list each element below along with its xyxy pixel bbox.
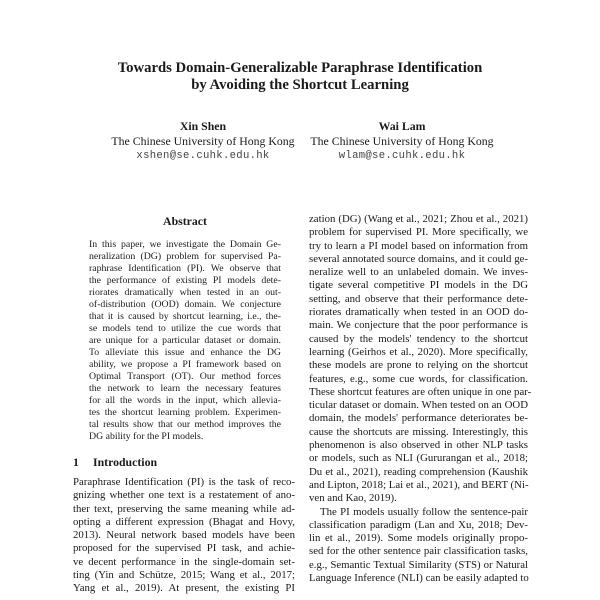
text-line: ting (Yin and Schütze, 2015; Wang et al., 2017; [73,569,295,582]
introduction-right-column [309,213,532,585]
text-line: gnizing whether one text is a restatement of ano- [73,489,295,502]
text-line: ven and Kao, 2019). [309,492,397,505]
text-line: riorates dramatically when tested in an out- [89,287,281,298]
text-line: e.g., Semantic Textual Similarity (STS) or Natural [309,558,528,571]
text-line: zation (DG) (Wang et al., 2021; Zhou et al., 2021) [309,213,528,225]
text-line: problem for supervised PI. More specifically, we [309,226,528,239]
text-line: try to learn a PI model based on information from [309,239,528,252]
text-line: In this paper, we investigate the Domain Ge- [89,239,281,250]
abstract-body [89,239,281,443]
paragraph [309,213,532,506]
text-line: several annotated source domains, and it could ge- [309,252,528,265]
text-line: tigate several competitive PI models in the DG [309,279,528,292]
text-line: tal results show that our method improves the [89,419,281,430]
text-line: DG ability for the PI models. [89,431,204,442]
text-line: riorates dramatically when tested in an OOD do- [309,306,528,319]
text-line: ticular dataset or domain. When tested on an OOD [309,399,528,412]
text-line: neralization (DG) problem for supervised Pa- [89,251,281,262]
text-line: caused by the models' tendency to the shortcut [309,332,528,345]
text-line: Language Inference (NLI) can be easily adapted to [309,572,529,585]
text-line: classification paradigm (Lan and Xu, 2018; Dev- [309,518,528,531]
text-line: the network to learn the necessary features [89,383,281,394]
introduction-left-column [73,476,295,596]
text-line: cause the shortcuts are missing. Interestingly, this [309,425,528,438]
text-line: are unique for a particular dataset or domain. [89,335,281,346]
text-line: lin et al., 2019). Some models originally propo- [309,532,528,545]
author-block-1 [103,119,303,164]
text-line: main. We conjecture that the poor performance is [309,319,528,332]
author-email[interactable]: wlam@se.cuhk.edu.hk [338,150,466,162]
paper-title [0,60,600,94]
text-line: neralize well to an unlabeled domain. We inves- [309,266,528,279]
text-line: The PI models usually follow the sentence-pair [320,505,528,518]
abstract-heading: Abstract [163,214,207,228]
text-line: ther text, preserving the same meaning while ad- [73,502,295,515]
text-line: raphrase Identification (PI). We observe that [89,263,281,274]
paragraph [309,506,528,586]
text-line: domain, the models' performance deteriorates be- [309,412,528,425]
text-line: Du et al., 2021), reading comprehension (Kaushik [309,465,528,478]
text-line: sed for the other sentence pair classification tasks, [309,545,528,558]
section-number: 1 [73,455,79,469]
text-line: the performance of existing PI models dete- [89,275,281,286]
text-line: of-distribution (OOD) domain. We conjecture [89,299,281,310]
paragraph [89,239,281,443]
text-line: opting a different expression (Bhagat and Hovy, [73,515,295,528]
author-email[interactable]: xshen@se.cuhk.edu.hk [136,150,270,162]
title-line-1: Towards Domain-Generalizable Paraphrase Identification [117,60,483,76]
title-line-2: by Avoiding the Shortcut Learning [191,77,409,93]
section-heading-introduction [73,455,157,470]
text-line: proposed for the supervised PI task, and achie- [73,542,295,555]
text-line: and Lipton, 2018; Lai et al., 2021), and BERT (Ni- [309,478,529,491]
text-line: setting, and observe that their performance dete- [309,292,528,305]
text-line: tes the shortcut learning problem. Experimen- [89,407,281,418]
text-line: learning (Geirhos et al., 2020). More specifically, [309,345,528,358]
text-line: these models are prone to relying on the shortcut [309,359,528,372]
text-line: To alleviate this issue and enhance the DG [89,347,281,358]
text-line: These shortcut features are often unique in one par- [309,385,532,398]
author-name: Xin Shen [179,119,227,133]
text-line: features, e.g., some cue words, for classification. [309,372,528,385]
author-affiliation: The Chinese University of Hong Kong [111,134,295,148]
text-line: 2013). Neural network based models have been [73,529,295,542]
text-line: or models, such as NLI (Gururangan et al., 2018; [309,452,528,465]
text-line: ability, we propose a PI framework based on [89,359,281,370]
section-title: Introduction [93,455,158,469]
text-line: that it is caused by shortcut learning, i.e., the- [89,311,281,322]
text-line: Yang et al., 2019). At present, the existing PI [73,582,295,595]
text-line: Optimal Transport (OT). Our method forces [89,371,281,382]
text-line: Paraphrase Identification (PI) is the task of reco- [73,476,295,488]
author-block-2 [302,119,502,164]
text-line: se models tend to utilize the cue words that [89,323,281,334]
text-line: ve decent performance in the single-domain set- [73,555,295,568]
paragraph [73,476,295,596]
text-line: phenomenon is also observed in other NLP tasks [309,439,528,452]
text-line: for all the words in the input, which allevia- [89,395,281,406]
author-affiliation: The Chinese University of Hong Kong [310,134,494,148]
author-name: Wai Lam [378,119,426,133]
